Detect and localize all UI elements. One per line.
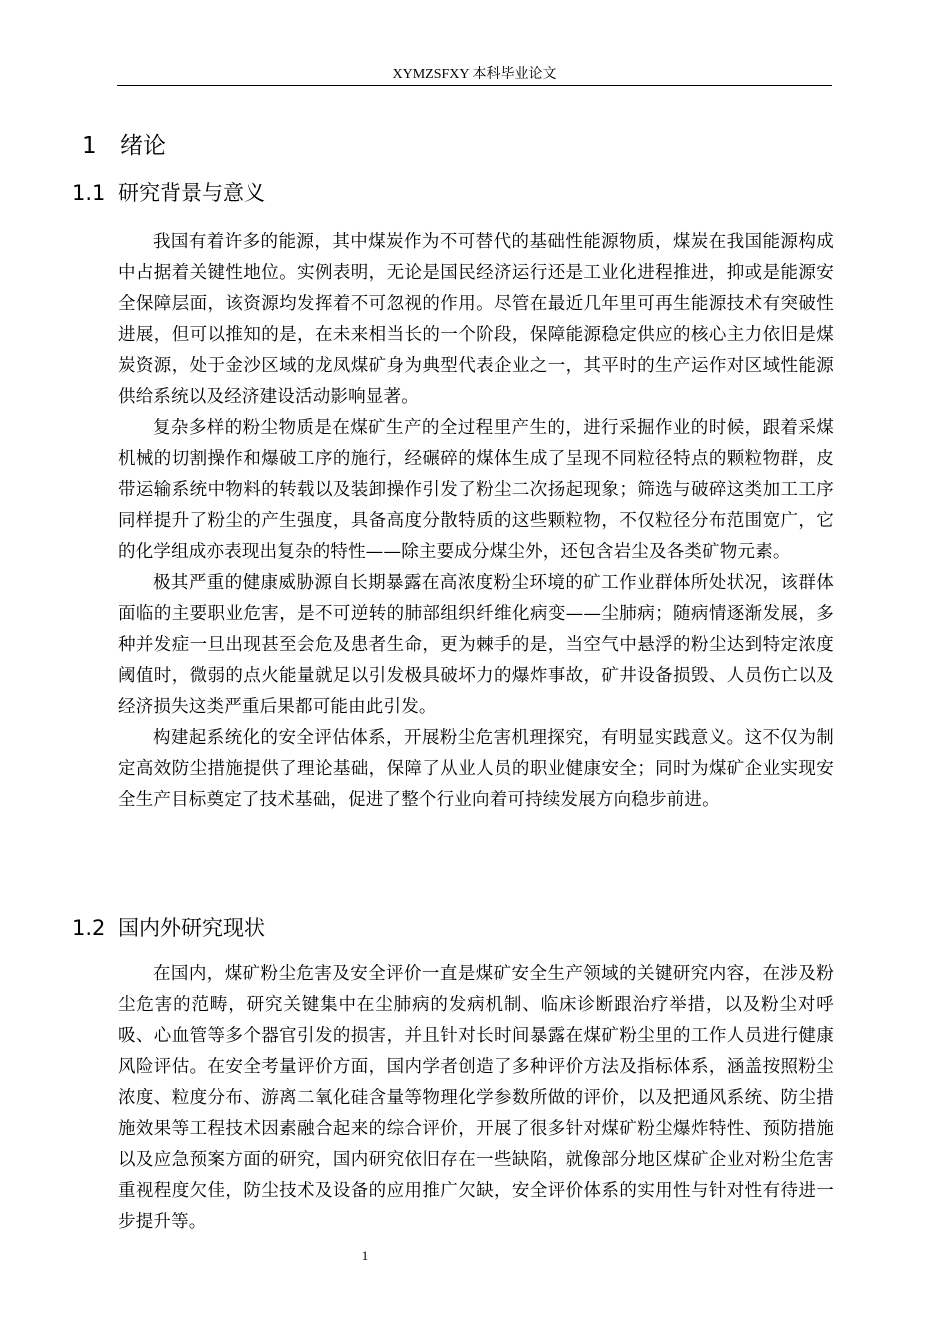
page-number: 1 — [361, 1248, 369, 1263]
section-heading-1-1 — [72, 178, 265, 208]
section-number: 1.1 — [72, 181, 106, 205]
section-number: 1.2 — [72, 916, 106, 940]
section-title-text: 国内外研究现状 — [118, 916, 265, 940]
chapter-number: 1 — [82, 133, 97, 159]
section-title-text: 研究背景与意义 — [118, 181, 265, 205]
paragraph: 复杂多样的粉尘物质是在煤矿生产的全过程里产生的，进行采掘作业的时候，跟着采煤机械的切割操作和爆破工序的施行，经碾碎的煤体生成了呈现不同粒径特点的颗粒物群，皮带运输系统中物料的转载以及装卸操作引发了粉尘二次扬起现象；筛选与破碎这类加工工序同样提升了粉尘的产生强度，具备高度分散特质的这些颗粒物，不仅粒径分布范围宽广，它的化学组成亦表现出复杂的特性——除主要成分煤尘外，还包含岩尘及各类矿物元素。 — [118, 418, 834, 562]
paragraph: 我国有着许多的能源，其中煤炭作为不可替代的基础性能源物质，煤炭在我国能源构成中占据着关键性地位。实例表明，无论是国民经济运行还是工业化进程推进，抑或是能源安全保障层面，该资源均发挥着不可忽视的作用。尽管在最近几年里可再生能源技术有突破性进展，但可以推知的是，在未来相当长的一个阶段，保障能源稳定供应的核心主力依旧是煤炭资源，处于金沙区域的龙凤煤矿身为典型代表企业之一，其平时的生产运作对区域性能源供给系统以及经济建设活动影响显著。 — [118, 232, 834, 407]
paragraph: 极其严重的健康威胁源自长期暴露在高浓度粉尘环境的矿工作业群体所处状况，该群体面临的主要职业危害，是不可逆转的肺部组织纤维化病变——尘肺病；随病情逐渐发展，多种并发症一旦出现甚至会危及患者生命，更为棘手的是，当空气中悬浮的粉尘达到特定浓度阈值时，微弱的点火能量就足以引发极具破坏力的爆炸事故，矿井设备损毁、人员伤亡以及经济损失这类严重后果都可能由此引发。 — [118, 573, 834, 717]
header-divider — [117, 85, 832, 86]
section-1-1-body — [118, 227, 834, 816]
paragraph: 在国内，煤矿粉尘危害及安全评价一直是煤矿安全生产领域的关键研究内容，在涉及粉尘危害的范畴，研究关键集中在尘肺病的发病机制、临床诊断跟治疗举措，以及粉尘对呼吸、心血管等多个器官引发的损害，并且针对长时间暴露在煤矿粉尘里的工作人员进行健康风险评估。在安全考量评价方面，国内学者创造了多种评价方法及指标体系，涵盖按照粉尘浓度、粒度分布、游离二氧化硅含量等物理化学参数所做的评价，以及把通风系统、防尘措施效果等工程技术因素融合起来的综合评价，开展了很多针对煤矿粉尘爆炸特性、预防措施以及应急预案方面的研究，国内研究依旧存在一些缺陷，就像部分地区煤矿企业对粉尘危害重视程度欠佳，防尘技术及设备的应用推广欠缺，安全评价体系的实用性与针对性有待进一步提升等。 — [118, 964, 834, 1232]
section-1-2-body — [118, 959, 834, 1238]
section-heading-1-2 — [72, 913, 265, 943]
chapter-heading — [82, 130, 166, 162]
running-header: XYMZSFXY 本科毕业论文 — [392, 67, 557, 82]
chapter-title-text: 绪论 — [120, 133, 166, 159]
paragraph: 构建起系统化的安全评估体系，开展粉尘危害机理探究，有明显实践意义。这不仅为制定高效防尘措施提供了理论基础，保障了从业人员的职业健康安全；同时为煤矿企业实现安全生产目标奠定了技术基础，促进了整个行业向着可持续发展方向稳步前进。 — [118, 728, 834, 810]
